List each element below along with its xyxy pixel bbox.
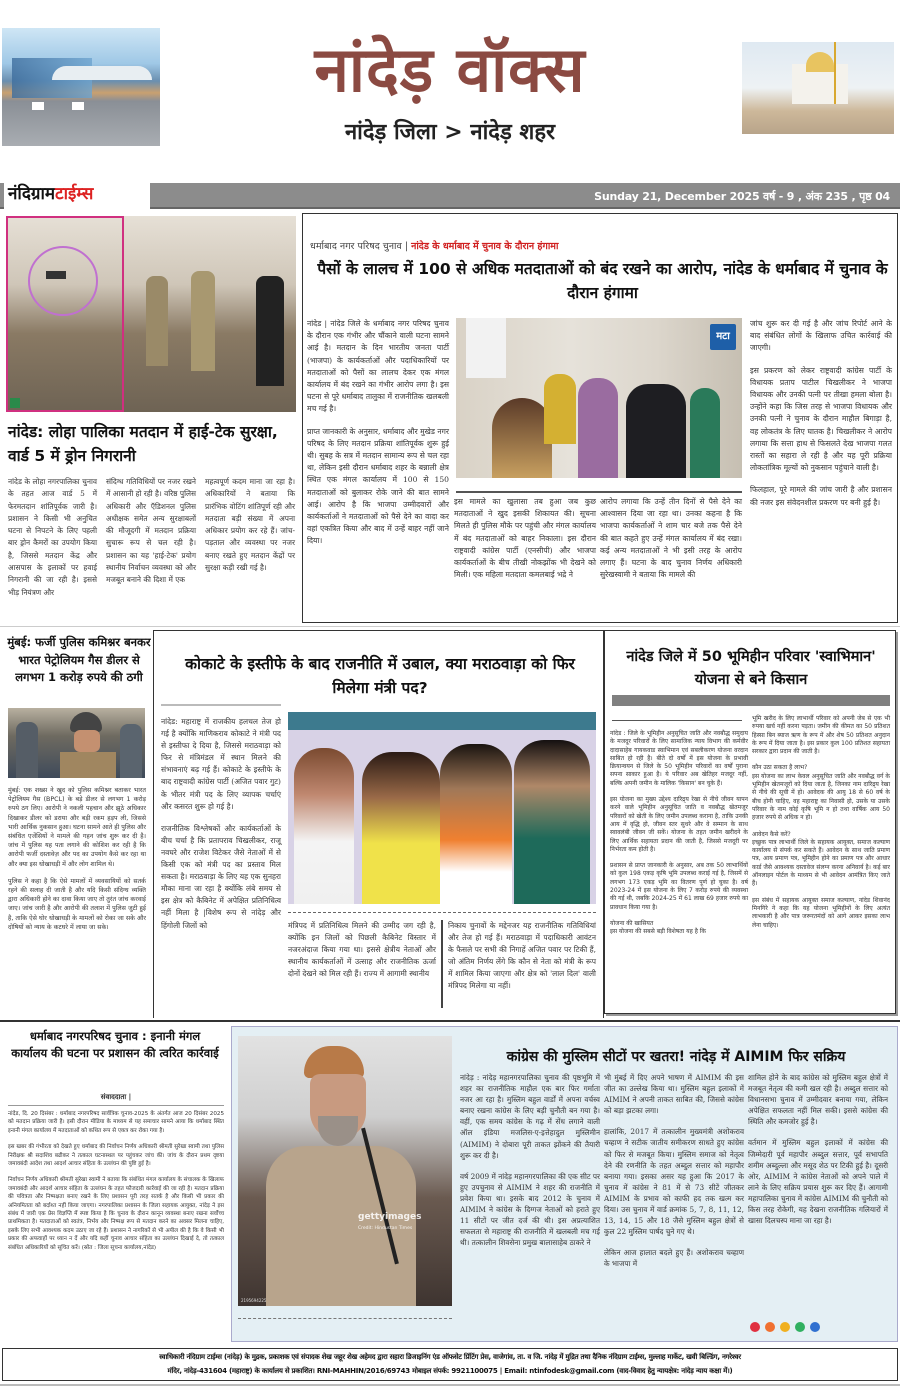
imprint-line1: स्वाधिकारी नंदिग्राम टाईम्स (नांदेड़) के मुद्रक, प्रकाशक एवं संपादक शेख जहूर शेख अहेमद द्वारा सहारा डिजाइनिंग एंड ऑफसेट प्रिंटिंग प्रेस, वाजेगांव, ता. व जि. नांदेड़ में मुद्रित तथा दैनिक नंदिग्राम टाईम्स, मुल्लाह मार्केट, खवी बिल्डिंग, नगरेश्वर <box>159 1353 741 1361</box>
swabhiman-col1-p4: इस योजना की सबसे बड़ी विशेषता यह है कि <box>610 928 706 936</box>
dharmabad-col4-p3: फिलहाल, पूरे मामले की जांच जारी है और प्रशासन की नजर इस संवेदनशील प्रकरण पर बनी हुई है। <box>750 485 892 507</box>
loha-headline: नांदेड: लोहा पालिका मतदान में हाई-टेक सुरक्षा, वार्ड 5 में ड्रोन निगरानी <box>8 423 278 465</box>
dot-blue-icon <box>810 1322 820 1332</box>
getty-watermark: gettyimages <box>358 1212 422 1222</box>
loha-col3: महत्वपूर्ण कदम माना जा रहा है। अधिकारियों ने बताया कि प्रारंभिक वोटिंग शांतिपूर्ण रही और मतदाता बड़ी संख्या में अपना अधिकार प्रयोग कर रहे हैं। जांच-पड़ताल और व्यवस्था पर नजर बनाए रखते हुए मतदान केंद्रों पर सुरक्षा कड़ी रखी गई है। <box>205 477 295 573</box>
aimim-col1-p1: नांदेड़ : नांदेड़ महानगरपालिका चुनाव की पृष्ठभूमि में शहर का राजनीतिक माहौल एक बार फिर गर्माता नजर आ रहा है। मुस्लिम बहुल वार्डों में अपना वर्चस्व बनाए रखना कांग्रेस के लिए बड़ी चुनौती बन गया है। वहीं, एक समय कांग्रेस के गढ़ में सेंध लगाने वाली ऑल इंडिया मजलिस-ए-इत्तेहादुल मुस्लिमीन (AIMIM) ने दोबारा पूरी ताकत झोंकने की तैयारी शुरू कर दी है। <box>460 1073 600 1160</box>
dharmabad-col4-p1: जांच शुरू कर दी गई है और जांच रिपोर्ट आने के बाद संबंधित लोगों के खिलाफ उचित कार्रवाई की जाएगी। <box>750 319 892 353</box>
mata-badge: मटा <box>710 324 736 350</box>
dharmabad-col4-p2: इस प्रकरण को लेकर राष्ट्रवादी कांग्रेस पार्टी के विधायक प्रताप पाटील चिखलीकर ने भाजपा विधायक और उनकी पत्नी पर तीखा हमला बोला है। उन्होंने कहा कि जिस तरह से भाजपा विधायक और उनकी पत्नी ने चुनाव के दौरान माहौल बिगाड़ा है, वह लोकतंत्र के लिए घातक है। चिखलीकर ने आरोप लगाया कि सत्ता हाथ से फिसलते देख भाजपा गलत रास्तों का सहारा ले रही है और यह पूरी प्रक्रिया लोकतांत्रिक मूल्यों को नुकसान पहुंचाने वाली है। <box>750 365 892 473</box>
dharmabad-col4 <box>750 318 892 519</box>
kokate-headline: कोकाटे के इस्तीफे के बाद राजनीति में उबाल, क्या मराठवाड़ा को फिर मिलेगा मंत्री पद? <box>185 655 575 697</box>
swabhiman-col1-p2: इस योजना का मुख्य उद्देश्य दारिद्र्य रेखा से नीचे जीवन यापन करने वाले भूमिहीन अनुसूचित जाति व नवबौद्ध खेतमजूर परिवारों को खेती के लिए जमीन उपलब्ध कराना है, ताकि उनकी आय में वृद्धि हो, जीवन स्तर सुधरे और वे सम्मान के साथ स्वावलंबी जीवन जी सकें। योजना के तहत जमीन खरीदने के लिए आर्थिक सहायता प्रदान की जाती है, जिससे मजदूरी पर निर्भरता कम होती है। <box>610 796 748 853</box>
kicker-red: नांदेड के धर्माबाद में चुनाव के दौरान हंगामा <box>411 241 559 252</box>
dot-orange-icon <box>765 1322 775 1332</box>
airport-photo <box>2 28 160 146</box>
kokate-p1: नांदेड: महाराष्ट्र में राजकीय हलचल तेज हो गई है क्योंकि माणिकराव कोकाटे ने मंत्री पद से इस्तीफा दे दिया है, जिससे मराठवाड़ा को फिर से मंत्रिमंडल में स्थान मिलने की संभावनाएं बढ़ गई हैं। कोकाटे के इस्तीफे के बाद राष्ट्रवादी कांग्रेस पार्टी (अजित पवार गुट) के भीतर मंत्री पद के लिए व्यापक चर्चाएं और कसरत शुरू हो गई है। <box>161 717 281 811</box>
inani-headline: धर्माबाद नगरपरिषद चुनाव : इनानी मंगल कार्यालय की घटना पर प्रशासन की त्वरित कार्रवाई <box>11 1029 219 1060</box>
swabhiman-rule <box>612 720 742 721</box>
aimim-col3-p2: वर्तमान में मुस्लिम बहुल इलाकों में कांग्रेस की जिम्मेदारी पूर्व महापौर अब्दुल सत्तार, पूर्व सभापति शमीम अब्दुल्ला और मसूद शेठ पर टिकी हुई है। दूसरी ओर, AIMIM ने कांग्रेस नेताओं को अपने पाले में लाने के लिए सक्रिय प्रयास शुरू कर दिए हैं। आगामी महापालिका चुनाव में कांग्रेस AIMIM की चुनौती को किस तरह रोकेगी, यह देखना राजनीतिक गलियारों में खासा दिलचस्प माना जा रहा है। <box>748 1138 888 1226</box>
inani-byline-rule <box>8 1105 224 1106</box>
dharmabad-col1-p2: प्राप्त जानकारी के अनुसार, धर्माबाद और मुखेड नगर परिषद के लिए मतदान प्रक्रिया शांतिपूर्वक शुरू हुई थी। सुबह के सत्र में मतदान सामान्य रूप से चल रहा था, लेकिन इसी दौरान धर्माबाद शहर के बन्नाली क्षेत्र स्थित एक मंगल कार्यालय में 100 से 150 मतदाताओं को बुलाकर रोके जाने की बात सामने आई। आरोप है कि भाजपा उम्मीदवारों और कार्यकर्ताओं ने मतदाताओं को पैसे देने का वादा कर वहां एकत्रित किया और बाद में उन्हें बाहर नहीं जाने दिया। <box>307 426 449 546</box>
aimim-col3 <box>748 1072 888 1236</box>
masthead-title: नांदेड़ वॉक्स <box>314 33 586 106</box>
swabhiman-sub-avedan: आवेदन कैसे करें? <box>752 830 791 838</box>
gurudwara-photo <box>742 42 894 134</box>
dot-yellow-icon <box>780 1322 790 1332</box>
imprint-box <box>2 1348 898 1381</box>
aimim-col2-p3: लेकिन आज हालात बदले हुए हैं। अशोकराव चव्हाण के भाजपा में <box>604 1248 744 1269</box>
swabhiman-col2-p2: इस योजना का लाभ केवल अनुसूचित जाति और नवबौद्ध वर्ग के भूमिहीन खेतमजूरों को दिया जाता है, जिनका नाम दारिद्र्य रेखा से नीचे की सूची में हो। आवेदक की आयु 18 से 60 वर्ष के बीच होनी चाहिए, वह महाराष्ट्र का निवासी हो, उसके या उसके परिवार के नाम कोई कृषि भूमि न हो तथा वार्षिक आय 50 हजार रुपये से अधिक न हो। <box>752 772 890 822</box>
kokate-p3: मंत्रिपद में प्रतिनिधित्व मिलने की उम्मीद जग रही है, क्योंकि इन जिलों को पिछली कैबिनेट विस्तार में नजरअंदाज किया गया था। इससे क्षेत्रीय नेताओं और स्थानीय कार्यकर्ताओं में उत्साह और राजनीतिक ऊर्जा दोनों देखने को मिल रही हैं। राज्य में आगामी स्थानीय <box>288 921 436 979</box>
kokate-col-rule <box>441 920 443 1008</box>
ncp-leaders-photo <box>288 712 596 904</box>
dharmabad-col1-p1: नांदेड | नांदेड जिले के धर्माबाद नगर परिषद चुनाव के दौरान एक गंभीर और चौंकाने वाली घटना सामने आई है। मतदान के दिन भारतीय जनता पार्टी (भाजपा) के कार्यकर्ताओं और पदाधिकारियों पर मतदाताओं को पैसों का लालच देकर एक मंगल कार्यालय में बंद रखने का गंभीर आरोप लगा है। इस घटना से पूरे धर्माबाद तालुका में राजनीतिक खलबली मच गई है। <box>307 319 449 414</box>
drone-police-photo <box>6 216 296 412</box>
dot-red-icon <box>750 1322 760 1332</box>
dharmabad-kicker <box>310 240 890 254</box>
swabhiman-col1-p3: प्रशासन से प्राप्त जानकारी के अनुसार, अब तक 50 लाभार्थियों को कुल 198 एकड़ कृषि भूमि उपलब्ध कराई गई है, जिसमें से लगभग 173 एकड़ भूमि का वितरण पूर्ण हो चुका है। वर्ष 2023-24 में इस योजना के लिए 7 करोड़ रुपये की व्यवस्था की गई थी, जबकि 2024-25 में 61 लाख 69 हजार रुपये का प्रावधान किया गया है। <box>610 862 748 911</box>
page-bottom-rule <box>0 1384 900 1386</box>
swabhiman-col1-p1: नांदेड : जिले के भूमिहीन अनुसूचित जाति और नवबौद्ध समुदाय के मजदूर परिवारों के लिए सामाजिक न्याय विभाग की कर्मवीर दादासाहेब गायकवाड स्वाभिमान एवं सबलीकरण योजना वरदान साबित हो रही है। बीते दो वर्षों में इस योजना के प्रभावी क्रियान्वयन से जिले के 50 भूमिहीन परिवारों का वर्षों पुराना सपना साकार हुआ है। ये परिवार अब खेतिहर मजदूर नहीं, बल्कि अपनी जमीन के मालिक 'किसान' बन चुके हैं। <box>610 730 748 787</box>
logo-red: टाईम्स <box>55 184 94 204</box>
kokate-p4: निकाय चुनावों के मद्देनजर यह राजनीतिक गतिविधियां और तेज हो गई हैं। मराठवाड़ा में पदाधिकारी आवंटन के फैसले पर सभी की निगाहें अजित पवार पर टिकी हैं, जो अंतिम निर्णय लेंगे कि कौन से नेता को मंत्री के रूप में शामिल किया जाएगा और क्षेत्र को 'लाल दिल' वाली मंत्रिपद मिलेगा या नहीं। <box>448 921 596 991</box>
imprint-line2: मंदिर, नांदेड़-431604 (महाराष्ट्र) के कार्यालय से प्रकाशित। RNI-MAHHIN/2016/69743 मोबाइल संपर्क: 9921100075 | Email: ntinfodesk@gmail.com (वाद-विवाद हेतु न्यायक्षेत्र: नांदेड़ न्याय कक्षा में।) <box>167 1366 733 1375</box>
aimim-col2-p1: भी मुंबई में दिए अपने भाषण में AIMIM की इस जीत का उल्लेख किया था। मुस्लिम बहुल इलाकों में AIMIM ने अपनी ताकत साबित की, जिससे कांग्रेस को बड़ा झटका लगा। <box>604 1073 744 1116</box>
photo-id: 2195694225 <box>241 1298 267 1303</box>
swabhiman-col2 <box>752 715 890 938</box>
kicker-label: धर्माबाद नगर परिषद चुनाव | <box>310 241 409 252</box>
mumbai-p2: पुलिस ने कहा है कि ऐसे मामलों में व्यवसायियों को सतर्क रहने की सलाह दी जाती है और यदि किसी संदिग्ध व्यक्ति द्वारा अधिकारी होने का दावा किया जाए तो तुरंत जांच करवाई जाए। जांच जारी है और आरोपी की तलाश में पुलिस जुटी हुई है, ताकि ऐसे घोर धोखाधड़ी के मामलों को रोका जा सके और दोषियों को न्याय के कटघरे में लाया जा सके। <box>8 877 146 931</box>
logo-black: नंदिग्राम <box>8 184 56 204</box>
photo-dash-rule <box>238 1318 452 1319</box>
swabhiman-col2-p3: इच्छुक पात्र लाभार्थी जिले के सहायक आयुक्त, समाज कल्याण कार्यालय से संपर्क कर सकते हैं। आवेदन के साथ जाति प्रमाण पत्र, आय प्रमाण पत्र, भूमिहीन होने का प्रमाण पत्र और आधार कार्ड जैसे आवश्यक दस्तावेज संलग्न करना अनिवार्य है। कई बार ऑनलाइन पोर्टल के माध्यम से भी आवेदन आमंत्रित किए जाते हैं। <box>752 838 890 888</box>
mumbai-body <box>8 786 146 940</box>
bottom-section-rule <box>0 1020 900 1022</box>
swabhiman-col1 <box>610 730 748 937</box>
inani-p2: इस खबर की गंभीरता को देखते हुए धर्माबाद की निर्वाचन निर्णय अधिकारी श्रीमती सुरेखा स्वामी तथा पुलिस निरीक्षक श्री सदाशिव बढीकर ने तत्काल घटनास्थल पर पहुंचकर जांच की। जांच के दौरान प्रथम दृष्टया जमावबंदी आदेश तथा आदर्श आचार संहिता के उल्लंघन की पुष्टि हुई है। <box>8 1144 224 1168</box>
swabhiman-sub-khasiyat: योजना की खासियत <box>610 919 654 927</box>
loha-col1: नांदेड के लोहा नगरपालिका चुनाव के तहत आज वार्ड 5 में फेरमतदान शांतिपूर्वक जारी है। प्रशासन ने किसी भी अनुचित घटना से निपटने के लिए पहली बार ड्रोन कैमरों का उपयोग किया है, जिससे मतदान केंद्र और आसपास के इलाकों पर हवाई निगरानी की जा रही है। इससे भीड़ नियंत्रण और <box>8 477 97 597</box>
dharmabad-col3: आरोप लगाया कि उन्हें तीन दिनों से पैसे देने का आश्वासन दिया जा रहा था। उनका कहना है कि भाजपा कार्यकर्ताओं ने शाम चार बजे तक पैसे देने की बात कहते हुए उन्हें मंगल कार्यालय में बंद रखा। कई अन्य मतदाताओं ने भी इसी तरह के आरोप लगाए हैं। घटना के बाद चुनाव निर्णय अधिकारी सुरेखस्वामी ने बताया कि मामले की <box>600 497 742 580</box>
photo-credit: Credit: Hindustan Times <box>358 1226 413 1231</box>
kokate-rule <box>161 704 281 706</box>
swabhiman-grey-bar <box>612 695 890 706</box>
dot-green-icon <box>795 1322 805 1332</box>
color-dots <box>750 1322 820 1332</box>
aimim-col2-p2: हालांकि, 2017 में तत्कालीन मुख्यमंत्री अशोकराव चव्हाण ने सटीक जातीय समीकरण साधते हुए कांग्रेस को फिर से मजबूत किया। मुस्लिम समाज को नेतृत्व देने की रणनीति के तहत अब्दुल सत्तार को महापौर बनाया गया। इसका असर यह हुआ कि 2017 के चुनाव में कांग्रेस ने 81 में से 73 सीटें जीतकर AIMIM के प्रभाव को काफी हद तक खत्म कर दिया। उस चुनाव में वार्ड क्रमांक 5, 7, 8, 11, 12, 13, 14, 15 और 18 जैसे मुस्लिम बहुल क्षेत्रों से कुल 22 मुस्लिम पार्षद चुने गए थे। <box>604 1127 744 1237</box>
loha-col2: संदिग्ध गतिविधियों पर नजर रखने में आसानी हो रही है। वरिष्ठ पुलिस अधिकारी और ऍडिशनल पुलिस अधीक्षक समेत अन्य सुरक्षाबलों की मौजूदगी में मतदान प्रक्रिया सुचारू रूप से चल रही है। प्रशासन का यह 'हाई-टेक' प्रयोग स्थानीय निर्वाचन व्यवस्था को और मजबूत बनाने की दिशा में एक <box>106 477 196 585</box>
swabhiman-col2-p1: भूमि खरीद के लिए लाभार्थी परिवार को अपनी जेब से एक भी रुपया खर्च नहीं करना पड़ता। जमीन की कीमत का 50 प्रतिशत हिस्सा बिन ब्याज ऋण के रूप में और शेष 50 प्रतिशत अनुदान के रूप में दिया जाता है। इस प्रकार कुल 100 प्रतिशत सहायता सरकार द्वारा प्रदान की जाती है। <box>752 715 890 756</box>
masthead-subtitle: नांदेड़ जिला > नांदेड़ शहर <box>344 120 556 145</box>
photo-rule <box>456 491 742 493</box>
swabhiman-sub-labh: कौन उठा सकता है लाभ? <box>752 764 808 772</box>
section-divider <box>0 626 900 627</box>
owaisi-photo <box>238 1036 452 1306</box>
aimim-col3-p1: शामिल होने के बाद कांग्रेस को मुस्लिम बहुल क्षेत्रों में मजबूत नेतृत्व की कमी खल रही है। अब्दुल सत्तार को विधानसभा चुनाव में उम्मीदवार बनाया गया, लेकिन अपेक्षित सफलता नहीं मिल सकी। इससे कांग्रेस की स्थिति और कमजोर हुई है। <box>748 1073 888 1127</box>
newspaper-logo <box>4 180 150 212</box>
inani-body <box>8 1110 224 1260</box>
kokate-p2: राजनीतिक विश्लेषकों और कार्यकर्ताओं के बीच चर्चा है कि प्रतापराव चिखलीकर, राजू नवघरे और राजेश विटेकर जैसे नेताओं में से किसी एक को मंत्री पद का प्रस्ताव मिल सकता है। मराठवाड़ा के लिए यह एक सुनहरा मौका माना जा रहा है क्योंकि लंबे समय से इस क्षेत्र को कैबिनेट में अपेक्षित प्रतिनिधित्व नहीं मिला है |विशेष रूप से नांदेड़ और हिंगोली जिलों को <box>161 823 281 930</box>
aimim-col1 <box>460 1072 600 1258</box>
mumbai-headline: मुंबई: फर्जी पुलिस कमिश्नर बनकर भारत पेट्रोलियम गैस डीलर से लगभग 1 करोड़ रुपये की ठगी <box>7 635 151 684</box>
dharmabad-col2: इस मामले का खुलासा तब हुआ जब कुछ मतदाताओं ने खुद इसकी शिकायत की। सूचना मिलते ही पुलिस मौके पर पहुंची और मंगल कार्यालय में बंद मतदाताओं को बाहर निकाला। इस दौरान राष्ट्रवादी कांग्रेस पार्टी (एनसीपी) और भाजपा कार्यकर्ताओं के बीच तीखी नोकझोंक भी देखने को मिली। एक महिला मतदाता कमलबाई भद्रे ने <box>454 497 596 580</box>
aimim-col2 <box>604 1072 744 1280</box>
inani-p1: नांदेड, दि. 20 दिसंबर : धर्माबाद नगरपरिषद सार्वत्रिक चुनाव-2025 के अंतर्गत आज 20 दिसंबर 2025 को मतदान प्रक्रिया जारी है। इसी दौरान मीडिया के माध्यम से यह समाचार सामने आया कि धर्माबाद स्थित इनानी मंगल कार्यालय में मतदाताओं को कथित रूप से एकत्र कर रोका गया है। <box>8 1111 224 1134</box>
aimim-col1-p2: वर्ष 2009 में नांदेड़ महानगरपालिका की एक सीट पर हुए उपचुनाव से AIMIM ने शहर की राजनीति में प्रवेश किया था। इसके बाद 2012 के चुनाव में AIMIM ने कांग्रेस के दिग्गज नेताओं को हराते हुए 11 सीटों पर जीत दर्ज की थी। इस अप्रत्याशित सफलता से महाराष्ट्र की राजनीति में खलबली मच गई थी। तत्कालीन शिवसेना प्रमुख बालासाहेब ठाकरे ने <box>460 1171 600 1248</box>
inani-byline: संवाददाता | <box>100 1093 132 1101</box>
swabhiman-headline: नांदेड जिले में 50 भूमिहीन परिवार 'स्वाभिमान' योजना से बने किसान <box>626 649 876 688</box>
dateline-text: Sunday 21, December 2025 वर्ष - 9 , अंक 235 , पृष्ठ 04 <box>594 190 890 203</box>
police-commissioner-photo <box>8 708 145 778</box>
inani-p3: निर्वाचन निर्णय अधिकारी श्रीमती सुरेखा स्वामी ने बताया कि संबंधित मंगल कार्यालय के संचालक के खिलाफ जमावबंदी और आदर्श आचार संहिता के उल्लंघन के तहत फौजदारी कार्रवाई की जा रही है। मतदान प्रक्रिया की पवित्रता और निष्पक्षता बनाए रखने के लिए प्रशासन पूरी तरह सतर्क है और किसी भी प्रकार की अनियमितता को बर्दाश्त नहीं किया जाएगा। नगरपालिका प्रशासन के जिला सहायक आयुक्त, नांदेड़ ने इस संबंध में जारी एक प्रेस विज्ञप्ति में स्पष्ट किया है कि चुनाव के दौरान कानून व्यवस्था बनाए रखना सर्वोच्च प्राथमिकता है। मतदाताओं को स्वतंत्र, निर्भय और निष्पक्ष रूप से मतदान करने का अवसर मिलना चाहिए, इसके लिए सभी आवश्यक कदम उठाए जा रहे हैं। प्रशासन ने नागरिकों से भी अपील की है कि वे किसी भी प्रकार की अफवाहों पर ध्यान न दें और यदि कहीं चुनाव आचार संहिता का उल्लंघन दिखाई दे, तो तत्काल संबंधित अधिकारियों को सूचित करें। (स्रोत : जिला सूचना कार्यालय,नांदेड) <box>8 1177 224 1251</box>
dharmabad-headline: पैसों के लालच में 100 से अधिक मतदाताओं को बंद रखने का आरोप, नांदेड के धर्माबाद में चुनाव के दौरान हंगामा <box>317 260 888 302</box>
aimim-headline: कांग्रेस की मुस्लिम सीटों पर खतरा! नांदेड़ में AIMIM फिर सक्रिय <box>506 1049 846 1065</box>
swabhiman-col2-p4: इस संबंध में सहायक आयुक्त समाज कल्याण, नांदेड शिवानंद मिनगिरे ने कहा कि यह योजना भूमिहीनों के लिए अत्यंत लाभकारी है और पात्र जरूरतमंदों को आगे आकर इसका लाभ लेना चाहिए। <box>752 896 890 929</box>
mumbai-p1: मुंबई: एक शख्स ने खुद को पुलिस कमिश्नर बताकर भारत पेट्रोलियम गैस (BPCL) के बड़े डीलर से लगभग 1 करोड़ रुपये ठग लिए। आरोपी ने नकली पहचान और झूठे अधिकार दिखाकर डीलर को डराया और बड़ी रकम हड़प ली, जिससे भारी आर्थिक नुकसान हुआ। घटना सामने आते ही पुलिस और संबंधित एजेंसियों ने मामले की गहन जांच शुरू कर दी है। जांच में पुलिस यह पता लगाने की कोशिश कर रही है कि आरोपी फर्जी दस्तावेज़ और पद का उपयोग कैसे कर रहा था और क्या इस धोखाधड़ी में और लोग शामिल थे। <box>8 787 147 868</box>
kokate-col1 <box>161 716 281 942</box>
dharmabad-col1 <box>307 318 449 558</box>
voters-photo <box>456 318 742 478</box>
kokate-dash-rule <box>288 912 596 913</box>
